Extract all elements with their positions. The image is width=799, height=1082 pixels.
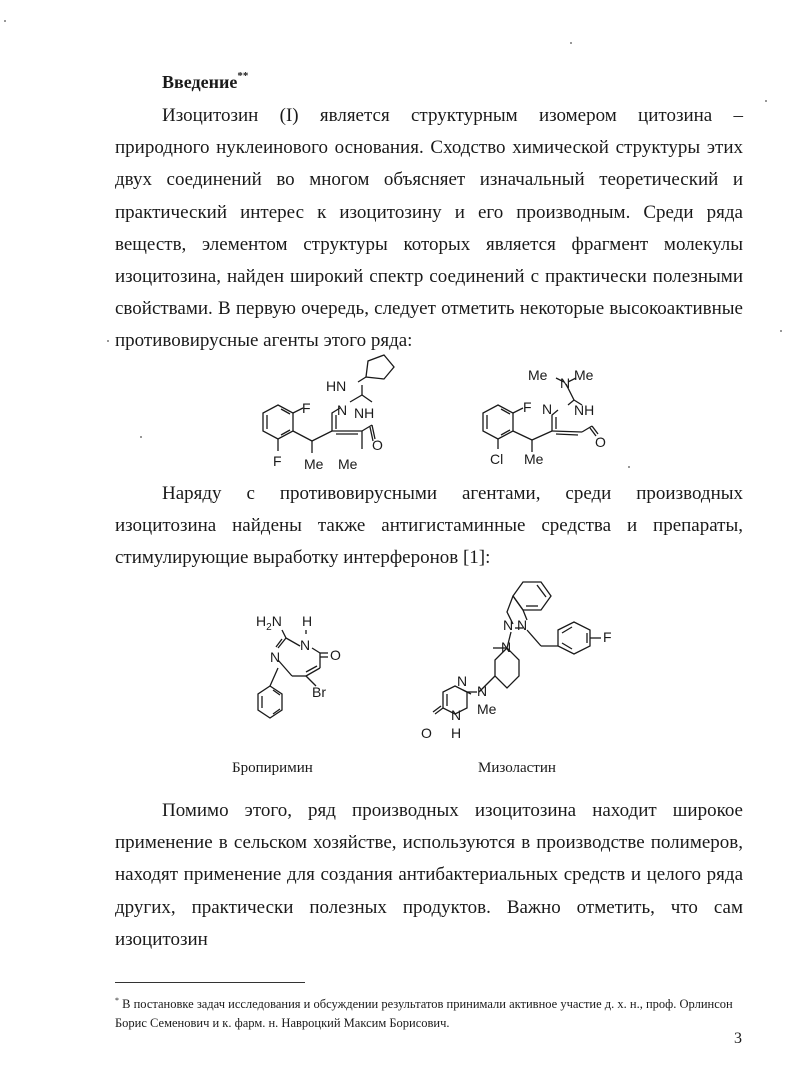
heading-footnote-mark: ** — [237, 70, 249, 82]
fluorophenyl-ring — [558, 622, 590, 654]
imidazole-nitrogen-label-1: N — [517, 617, 528, 633]
scan-speck — [107, 340, 109, 342]
paragraph-antihistamine — [115, 478, 743, 575]
ring-nh-label: NH — [354, 405, 375, 421]
section-heading — [162, 72, 248, 93]
piperidine-nitrogen-label: N — [501, 639, 512, 655]
bropirimine-structure — [240, 608, 360, 723]
pyrimidine-ring — [552, 410, 558, 431]
cyclopentyl-ring — [366, 355, 394, 379]
scan-speck — [780, 330, 782, 332]
methyl-label-1: Me — [304, 456, 324, 472]
footnote-text: В постановке задач исследования и обсуждении результатов принимали активное участие д. х. н., проф. Орлинсон Борис Семенович и к. фарм. н. Навроцкий Максим Борисович. — [115, 997, 733, 1031]
chlorine-label: Cl — [490, 451, 504, 467]
ring-nitrogen-label: N — [542, 401, 553, 417]
methyl-label: Me — [524, 451, 544, 467]
paragraph-intro — [115, 100, 743, 358]
scan-speck — [570, 42, 572, 44]
footnote — [115, 991, 735, 1033]
oxygen-label: O — [372, 437, 383, 453]
methyl-label: Me — [477, 701, 497, 717]
methyl-label-left: Me — [528, 367, 548, 383]
fluorine-label: F — [603, 629, 612, 645]
ring-h-label: H — [302, 613, 313, 629]
antiviral-structure-2 — [470, 360, 620, 470]
bromine-label: Br — [312, 684, 326, 700]
scan-speck — [765, 100, 767, 102]
paragraph-applications-text: Помимо этого, ряд производных изоцитозина находит широкое применение в сельском хозяйстве, используются в производстве полимеров, находят применение для создания антибактериальных средств и целого ряда других, практически полезных продуктов. Важно отметить, что сам изоцитозин — [115, 800, 743, 950]
ring-nitrogen-label: N — [337, 402, 348, 418]
fluorine-label: F — [523, 399, 532, 415]
ring-nh-label: NH — [574, 402, 595, 418]
pyrimidine-nitrogen-label-2: N — [451, 707, 462, 723]
amino-h-label: $H_2N$ — [256, 613, 282, 633]
methyl-label-2: Me — [338, 456, 358, 472]
paragraph-applications — [115, 795, 743, 956]
ring-nh-label: N — [300, 637, 311, 653]
methylamine-nitrogen-label: N — [477, 683, 488, 699]
ring-nitrogen-label: N — [270, 649, 281, 665]
antiviral-structure-1 — [250, 345, 400, 480]
page-number: 3 — [734, 1030, 742, 1047]
paragraph-intro-text: Изоцитозин (I) является структурным изомером цитозина – природного нуклеинового основания. Сходство химической структуры этих двух соединений во многом объясняет изначальный теоретический и практический интерес к изоцитозину и его производным. Среди ряда веществ, элементом структуры которых является фрагмент молекулы изоцитозина, найден широкий спектр соединений с практически полезными свойствами. В первую очередь, следует отметить некоторые высокоактивные противовирусные агенты этого ряда: — [115, 105, 743, 352]
amine-label: HN — [326, 378, 347, 394]
caption-mizolastine: Мизоластин — [478, 760, 556, 776]
imidazole-nitrogen-label-2: N — [503, 617, 514, 633]
oxygen-label: O — [595, 434, 606, 450]
oxygen-label: O — [330, 647, 341, 663]
fluorine-label-bottom: F — [273, 453, 282, 469]
hydrogen-label: H — [451, 725, 462, 741]
pyrimidine-nitrogen-label-1: N — [457, 673, 468, 689]
oxygen-label: O — [421, 725, 432, 741]
scan-speck — [4, 20, 6, 22]
heading-text: Введение — [162, 72, 238, 92]
scan-speck — [628, 466, 630, 468]
methyl-label-right: Me — [574, 367, 594, 383]
caption-bropirimine: Бропиримин — [232, 760, 313, 776]
footnote-mark: * — [115, 996, 119, 1005]
amine-nitrogen-label: N — [560, 375, 571, 391]
mizolastine-structure — [415, 580, 660, 750]
footnote-separator — [115, 982, 305, 983]
fluorine-label-top: F — [302, 400, 311, 416]
paragraph-antihistamine-text: Наряду с противовирусными агентами, среди производных изоцитозина найдены также антигистаминные средства и препараты, стимулирующие выработку интерферонов [1]: — [115, 483, 743, 569]
scan-speck — [140, 436, 142, 438]
